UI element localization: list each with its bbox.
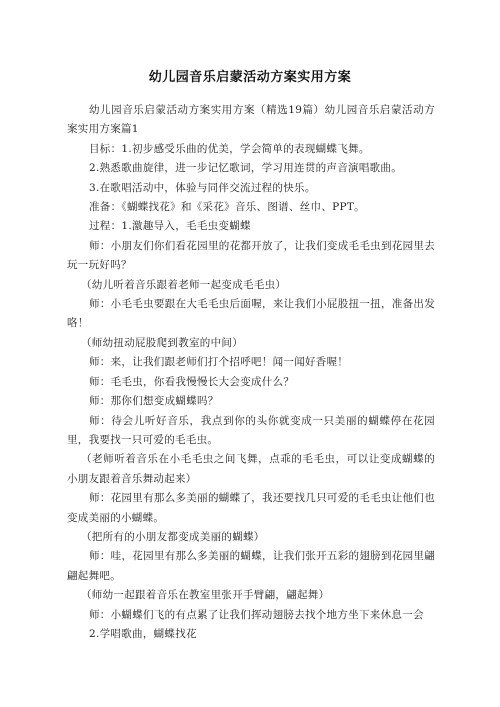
- process-heading: 过程：1.激趣导入，毛毛虫变蝴蝶: [89, 220, 251, 233]
- stage-direction: （把所有的小朋友都变成美丽的蝴蝶）: [81, 530, 265, 543]
- stage-direction: （师幼一起跟着音乐在教室里张开手臂翩，翩起舞）: [81, 589, 330, 602]
- dialogue-paragraph: 师：小蝴蝶们飞的有点累了让我们挥动翅膀去找个地方坐下来休息一会: [89, 608, 424, 621]
- stage-direction: （老师听着音乐在小毛毛虫之间飞舞，点乖的毛毛虫，可以让变成蝴蝶的小朋友跟着音乐舞动起来）: [67, 453, 435, 485]
- dialogue-paragraph: 师：那你们想变成蝴蝶吗？: [89, 395, 219, 408]
- dialogue-paragraph: 师：花园里有那么多美丽的蝴蝶了，我还要找几只可爱的毛毛虫让他们也变成美丽的小蝴蝶。: [67, 492, 435, 524]
- goal-paragraph: 目标：1.初步感受乐曲的优美，学会简单的表现蝴蝶飞舞。: [89, 142, 370, 155]
- goal-item-2: 2.熟悉歌曲旋律，进一步记忆歌词，学习用连贯的声音演唱歌曲。: [89, 162, 403, 175]
- intro-paragraph: 幼儿园音乐启蒙活动方案实用方案（精选19篇）幼儿园音乐启蒙活动方案实用方案篇1: [67, 104, 435, 136]
- dialogue-paragraph: 师：来，让我们跟老师们打个招呼吧！闻一闻好香喔！: [89, 356, 349, 369]
- dialogue-paragraph: 师：待会儿听好音乐，我点到你的头你就变成一只美丽的蝴蝶停在花园里，我要找一只可爱的毛毛虫。: [67, 414, 435, 446]
- dialogue-paragraph: 师：小毛毛虫要跟在大毛毛虫后面喔，来让我们小屁股扭一扭，准备出发咯！: [67, 298, 435, 330]
- preparation-paragraph: 准备：《蝴蝶找花》和《采花》音乐、图谱、丝巾、PPT。: [89, 201, 365, 214]
- dialogue-paragraph: 师：小朋友们你们看花园里的花都开放了，让我们变成毛毛虫到花园里去玩一玩好吗？: [67, 239, 435, 272]
- dialogue-paragraph: 师：毛毛虫，你看我慢慢长大会变成什么？: [89, 375, 295, 388]
- stage-direction: （师幼扭动屁股爬到教室的中间）: [81, 336, 243, 349]
- dialogue-paragraph: 师：哇，花园里有那么多美丽的蝴蝶，让我们张开五彩的翅膀到花园里翩翩起舞吧。: [67, 550, 435, 582]
- stage-direction: （幼儿听着音乐跟着老师一起变成毛毛虫）: [81, 278, 287, 291]
- document-body: [67, 101, 435, 644]
- goal-item-3: 3.在歌唱活动中，体验与同伴交流过程的快乐。: [89, 181, 316, 194]
- document-title: 幼儿园音乐启蒙活动方案实用方案: [148, 70, 352, 85]
- process-step-2: 2.学唱歌曲，蝴蝶找花: [89, 627, 197, 640]
